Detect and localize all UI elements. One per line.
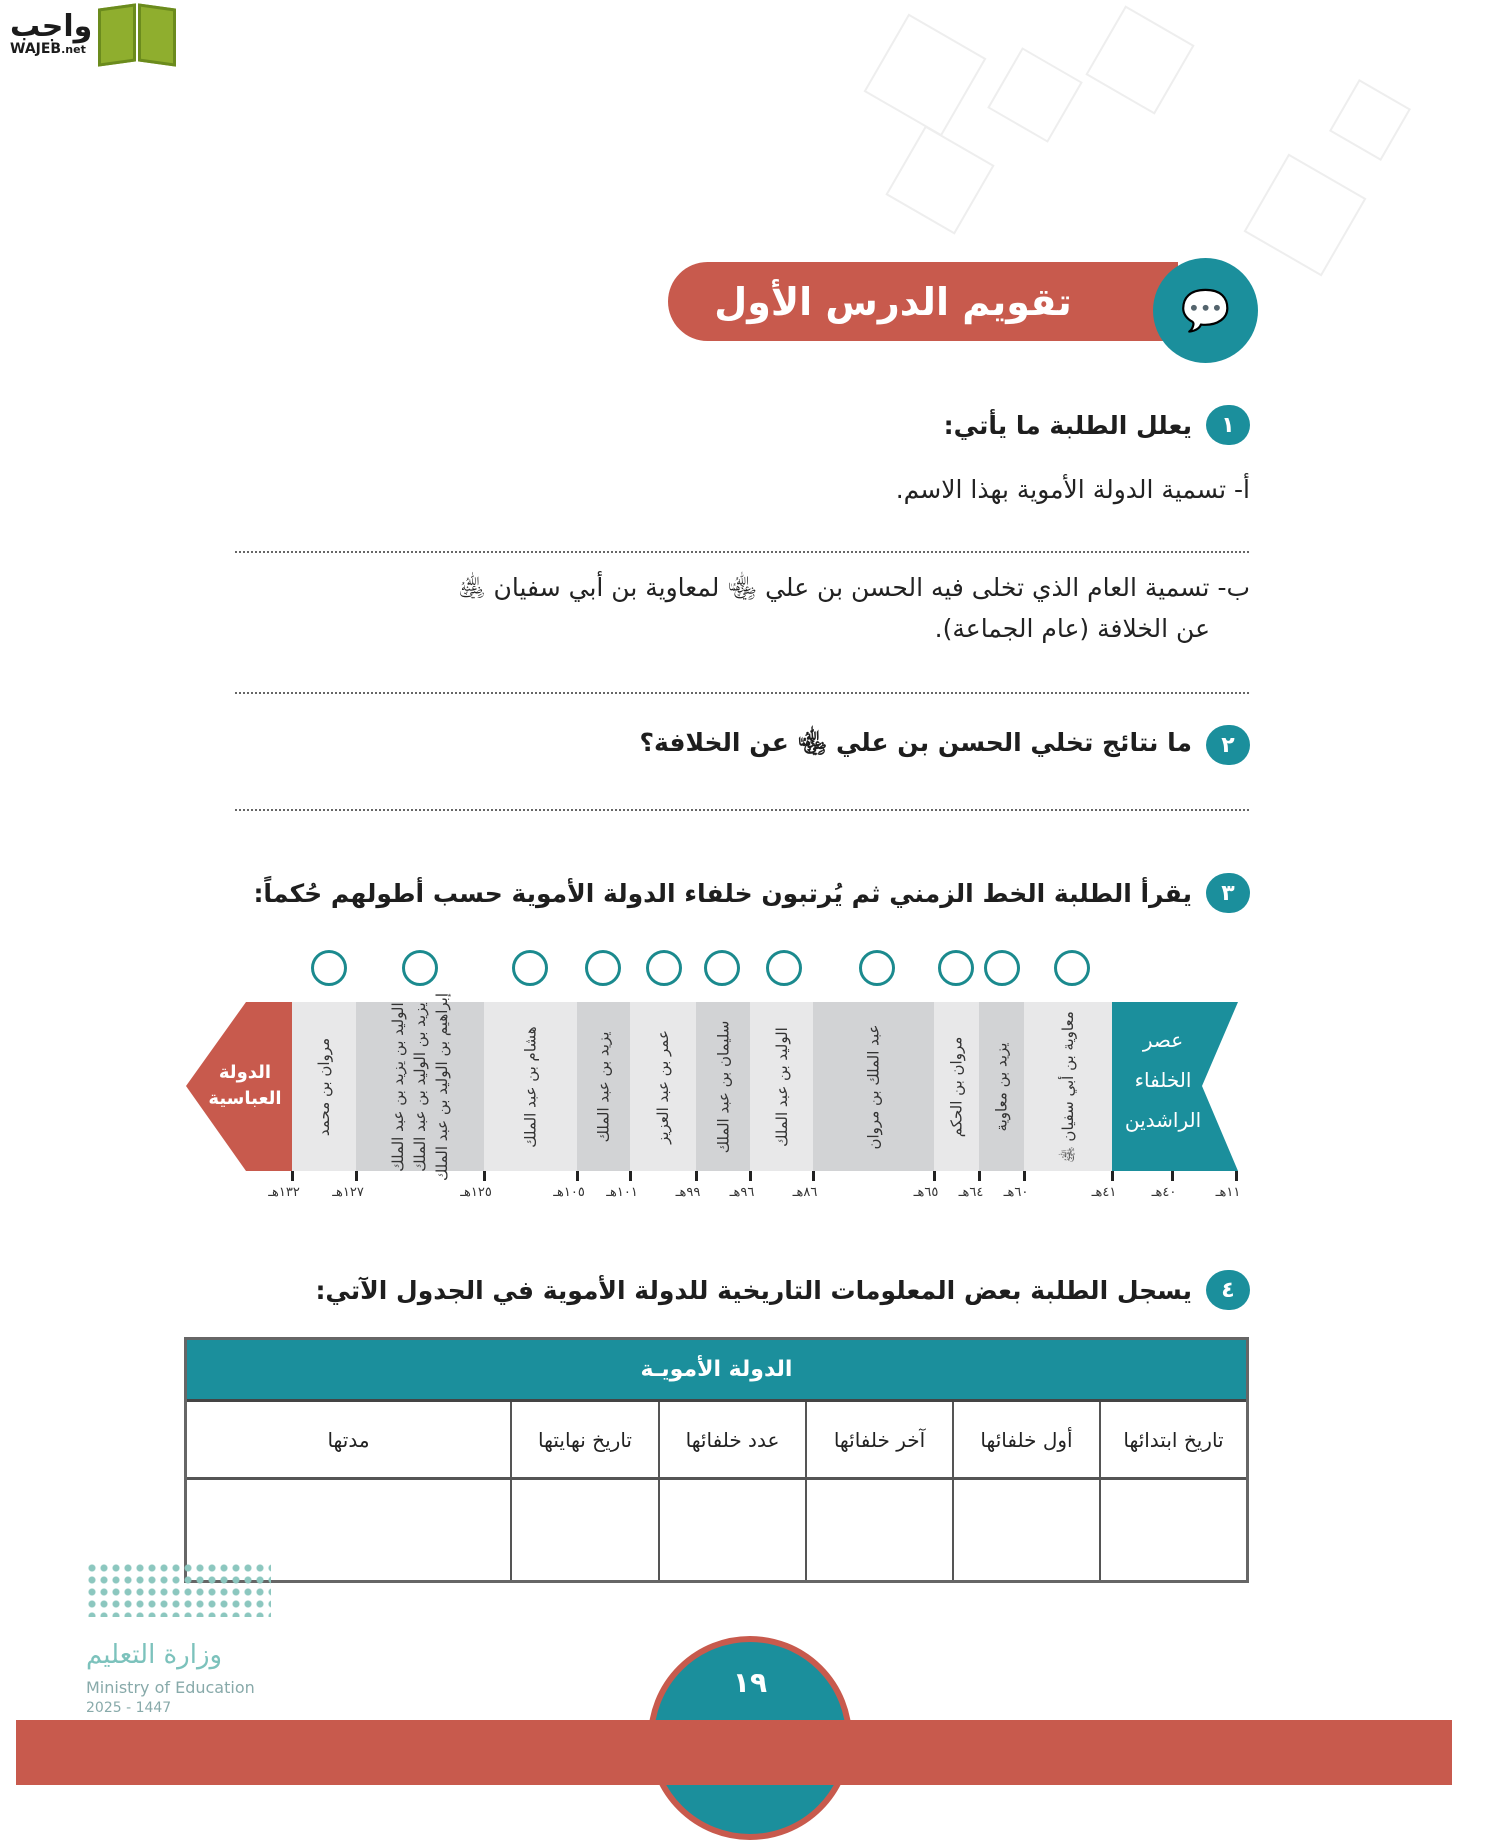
- question-1: [944, 405, 1250, 445]
- timeline-tick-label: ٨٦هـ: [792, 1185, 818, 1200]
- answer-cell[interactable]: [952, 1480, 1099, 1580]
- question-1a: أ- تسمية الدولة الأموية بهذا الاسم.: [895, 475, 1250, 504]
- ranking-circle[interactable]: [766, 950, 802, 986]
- timeline-tick-label: ٩٦هـ: [729, 1185, 755, 1200]
- decoration: [1244, 154, 1367, 277]
- column-header: أول خلفائها: [952, 1402, 1099, 1477]
- question-text: يسجل الطلبة بعض المعلومات التاريخية للدولة الأموية في الجدول الآتي:: [315, 1275, 1192, 1305]
- logo-latin: WAJEB: [10, 41, 62, 57]
- timeline-tick: [291, 1171, 294, 1181]
- caliph-name: إبراهيم بن الوليد بن عبد الملك: [433, 992, 451, 1181]
- timeline-segment: [292, 1002, 356, 1171]
- caliph-name: عمر بن عبد العزيز: [654, 1029, 673, 1144]
- question-4: [315, 1270, 1250, 1310]
- column-header: مدتها: [327, 1427, 370, 1452]
- table-header-row: [187, 1402, 1246, 1480]
- column-header: تاريخ نهايتها: [510, 1402, 658, 1477]
- timeline-tick: [483, 1171, 486, 1181]
- timeline-tick: [749, 1171, 752, 1181]
- caliph-name: الوليد بن يزيد بن عبد الملك: [389, 1001, 407, 1172]
- timeline-tick-label: ١٠١هـ: [606, 1185, 638, 1200]
- caliph-name: عبد الملك بن مروان: [864, 1023, 883, 1150]
- caliph-name: هشام بن عبد الملك: [521, 1025, 540, 1148]
- question-number: ٢: [1206, 725, 1250, 765]
- timeline-segment: [750, 1002, 813, 1171]
- year: 2025 - 1447: [86, 1700, 172, 1716]
- ranking-circle[interactable]: [585, 950, 621, 986]
- timeline-tick-label: ٩٩هـ: [675, 1185, 701, 1200]
- timeline-tick-label: ١٢٧هـ: [332, 1185, 364, 1200]
- decoration: [987, 47, 1083, 143]
- lesson-review-title: تقويم الدرس الأول: [668, 262, 1178, 341]
- table-row: [187, 1480, 1246, 1580]
- timeline-tick: [978, 1171, 981, 1181]
- timeline-tick-label: ١٣٢هـ: [268, 1185, 300, 1200]
- column-header: عدد خلفائها: [658, 1402, 805, 1477]
- timeline-tick: [695, 1171, 698, 1181]
- ranking-circle[interactable]: [938, 950, 974, 986]
- caliph-name: يزيد بن معاوية: [992, 1042, 1011, 1131]
- answer-line[interactable]: [235, 551, 1249, 553]
- timeline-tick: [1111, 1171, 1114, 1181]
- question-text: ما نتائج تخلي الحسن بن علي ﵄ عن الخلافة؟: [639, 727, 1192, 757]
- question-number: ٣: [1206, 873, 1250, 913]
- caliph-name: يزيد بن عبد الملك: [594, 1031, 613, 1142]
- answer-line[interactable]: [235, 809, 1249, 811]
- timeline-tick-label: ٦٠هـ: [1003, 1185, 1029, 1200]
- logo-arabic: واجب: [10, 9, 93, 44]
- column-header: آخر خلفائها: [805, 1402, 952, 1477]
- timeline-segment: [696, 1002, 750, 1171]
- timeline-tick: [576, 1171, 579, 1181]
- rashidun-label: عصر الخلفاء الراشدين: [1124, 1028, 1202, 1132]
- timeline-tick: [355, 1171, 358, 1181]
- answer-line[interactable]: [235, 692, 1249, 694]
- answer-cell[interactable]: [1099, 1480, 1246, 1580]
- timeline-tick: [1235, 1171, 1238, 1181]
- timeline-tick-label: ٦٥هـ: [913, 1185, 939, 1200]
- question-number: ٤: [1206, 1270, 1250, 1310]
- answer-cell[interactable]: [658, 1480, 805, 1580]
- timeline-tick-label: ٦٤هـ: [958, 1185, 984, 1200]
- timeline-tick-label: ١٢٥هـ: [460, 1185, 492, 1200]
- ranking-circle[interactable]: [512, 950, 548, 986]
- timeline-tick-label: ١٠٥هـ: [553, 1185, 585, 1200]
- decoration: [1329, 79, 1411, 161]
- caliph-name: معاوية بن أبي سفيان ﵁: [1059, 1010, 1077, 1163]
- question-text: يعلل الطلبة ما يأتي:: [943, 410, 1192, 440]
- answer-cell[interactable]: [510, 1480, 658, 1580]
- ministry-name-ar: وزارة التعليم: [86, 1640, 223, 1670]
- timeline-segment: [979, 1002, 1024, 1171]
- answer-cell[interactable]: [805, 1480, 952, 1580]
- timeline-tick: [629, 1171, 632, 1181]
- timeline-segment: [577, 1002, 630, 1171]
- speech-question-icon: 💬: [1153, 258, 1258, 363]
- decoration: [885, 125, 994, 234]
- timeline-tick-label: ١١هـ: [1215, 1185, 1241, 1200]
- table-title: الدولة الأمويـة: [187, 1340, 1246, 1402]
- question-number: ١: [1206, 405, 1250, 445]
- wajeb-logo: [10, 6, 176, 64]
- timeline-segment: [630, 1002, 696, 1171]
- timeline-segment: [813, 1002, 934, 1171]
- logo-suffix: .net: [61, 43, 86, 56]
- footer-bar-front: [16, 1720, 1452, 1785]
- abbasid-label: الدولة العباسية: [208, 1062, 282, 1109]
- ministry-name-en: Ministry of Education: [86, 1678, 255, 1697]
- decoration: [864, 14, 987, 137]
- ranking-circle[interactable]: [311, 950, 347, 986]
- timeline-segment: [934, 1002, 979, 1171]
- question-3: [253, 873, 1250, 913]
- ranking-circle[interactable]: [984, 950, 1020, 986]
- ranking-circle[interactable]: [859, 950, 895, 986]
- column-header: تاريخ ابتدائها: [1099, 1402, 1246, 1477]
- timeline-tick-label: ٤٠هـ: [1151, 1185, 1177, 1200]
- question-1b-line1: ب- تسمية العام الذي تخلى فيه الحسن بن علي ﵄ لمعاوية بن أبي سفيان ﵁: [458, 573, 1250, 602]
- ranking-circle[interactable]: [1054, 950, 1090, 986]
- decoration: [1085, 5, 1194, 114]
- book-icon: [98, 6, 176, 64]
- caliph-name: مروان بن محمد: [315, 1037, 334, 1136]
- caliph-name: الوليد بن عبد الملك: [772, 1026, 791, 1147]
- timeline-tick: [1171, 1171, 1174, 1181]
- ranking-circle[interactable]: [402, 950, 438, 986]
- ministry-logo-dots: [86, 1562, 271, 1617]
- timeline-segment: [356, 992, 484, 1181]
- question-1b-line2: عن الخلافة (عام الجماعة).: [934, 614, 1210, 643]
- ranking-circle[interactable]: [646, 950, 682, 986]
- timeline-tick: [1023, 1171, 1026, 1181]
- caliph-name: مروان بن الحكم: [947, 1036, 966, 1137]
- ranking-circle[interactable]: [704, 950, 740, 986]
- timeline-tick-label: ٤١هـ: [1091, 1185, 1117, 1200]
- timeline-tick: [933, 1171, 936, 1181]
- page-number: ١٩: [732, 1666, 768, 1699]
- umayyad-info-table: [184, 1337, 1249, 1583]
- question-text: يقرأ الطلبة الخط الزمني ثم يُرتبون خلفاء الدولة الأموية حسب أطولهم حُكماً:: [253, 878, 1192, 908]
- caliph-name: يزيد بن الوليد بن عبد الملك: [411, 1001, 429, 1172]
- timeline-segment: [484, 1002, 577, 1171]
- question-2: [640, 725, 1251, 765]
- timeline-tick: [812, 1171, 815, 1181]
- caliph-name: سليمان بن عبد الملك: [714, 1020, 732, 1153]
- timeline-segment: [1024, 1002, 1112, 1171]
